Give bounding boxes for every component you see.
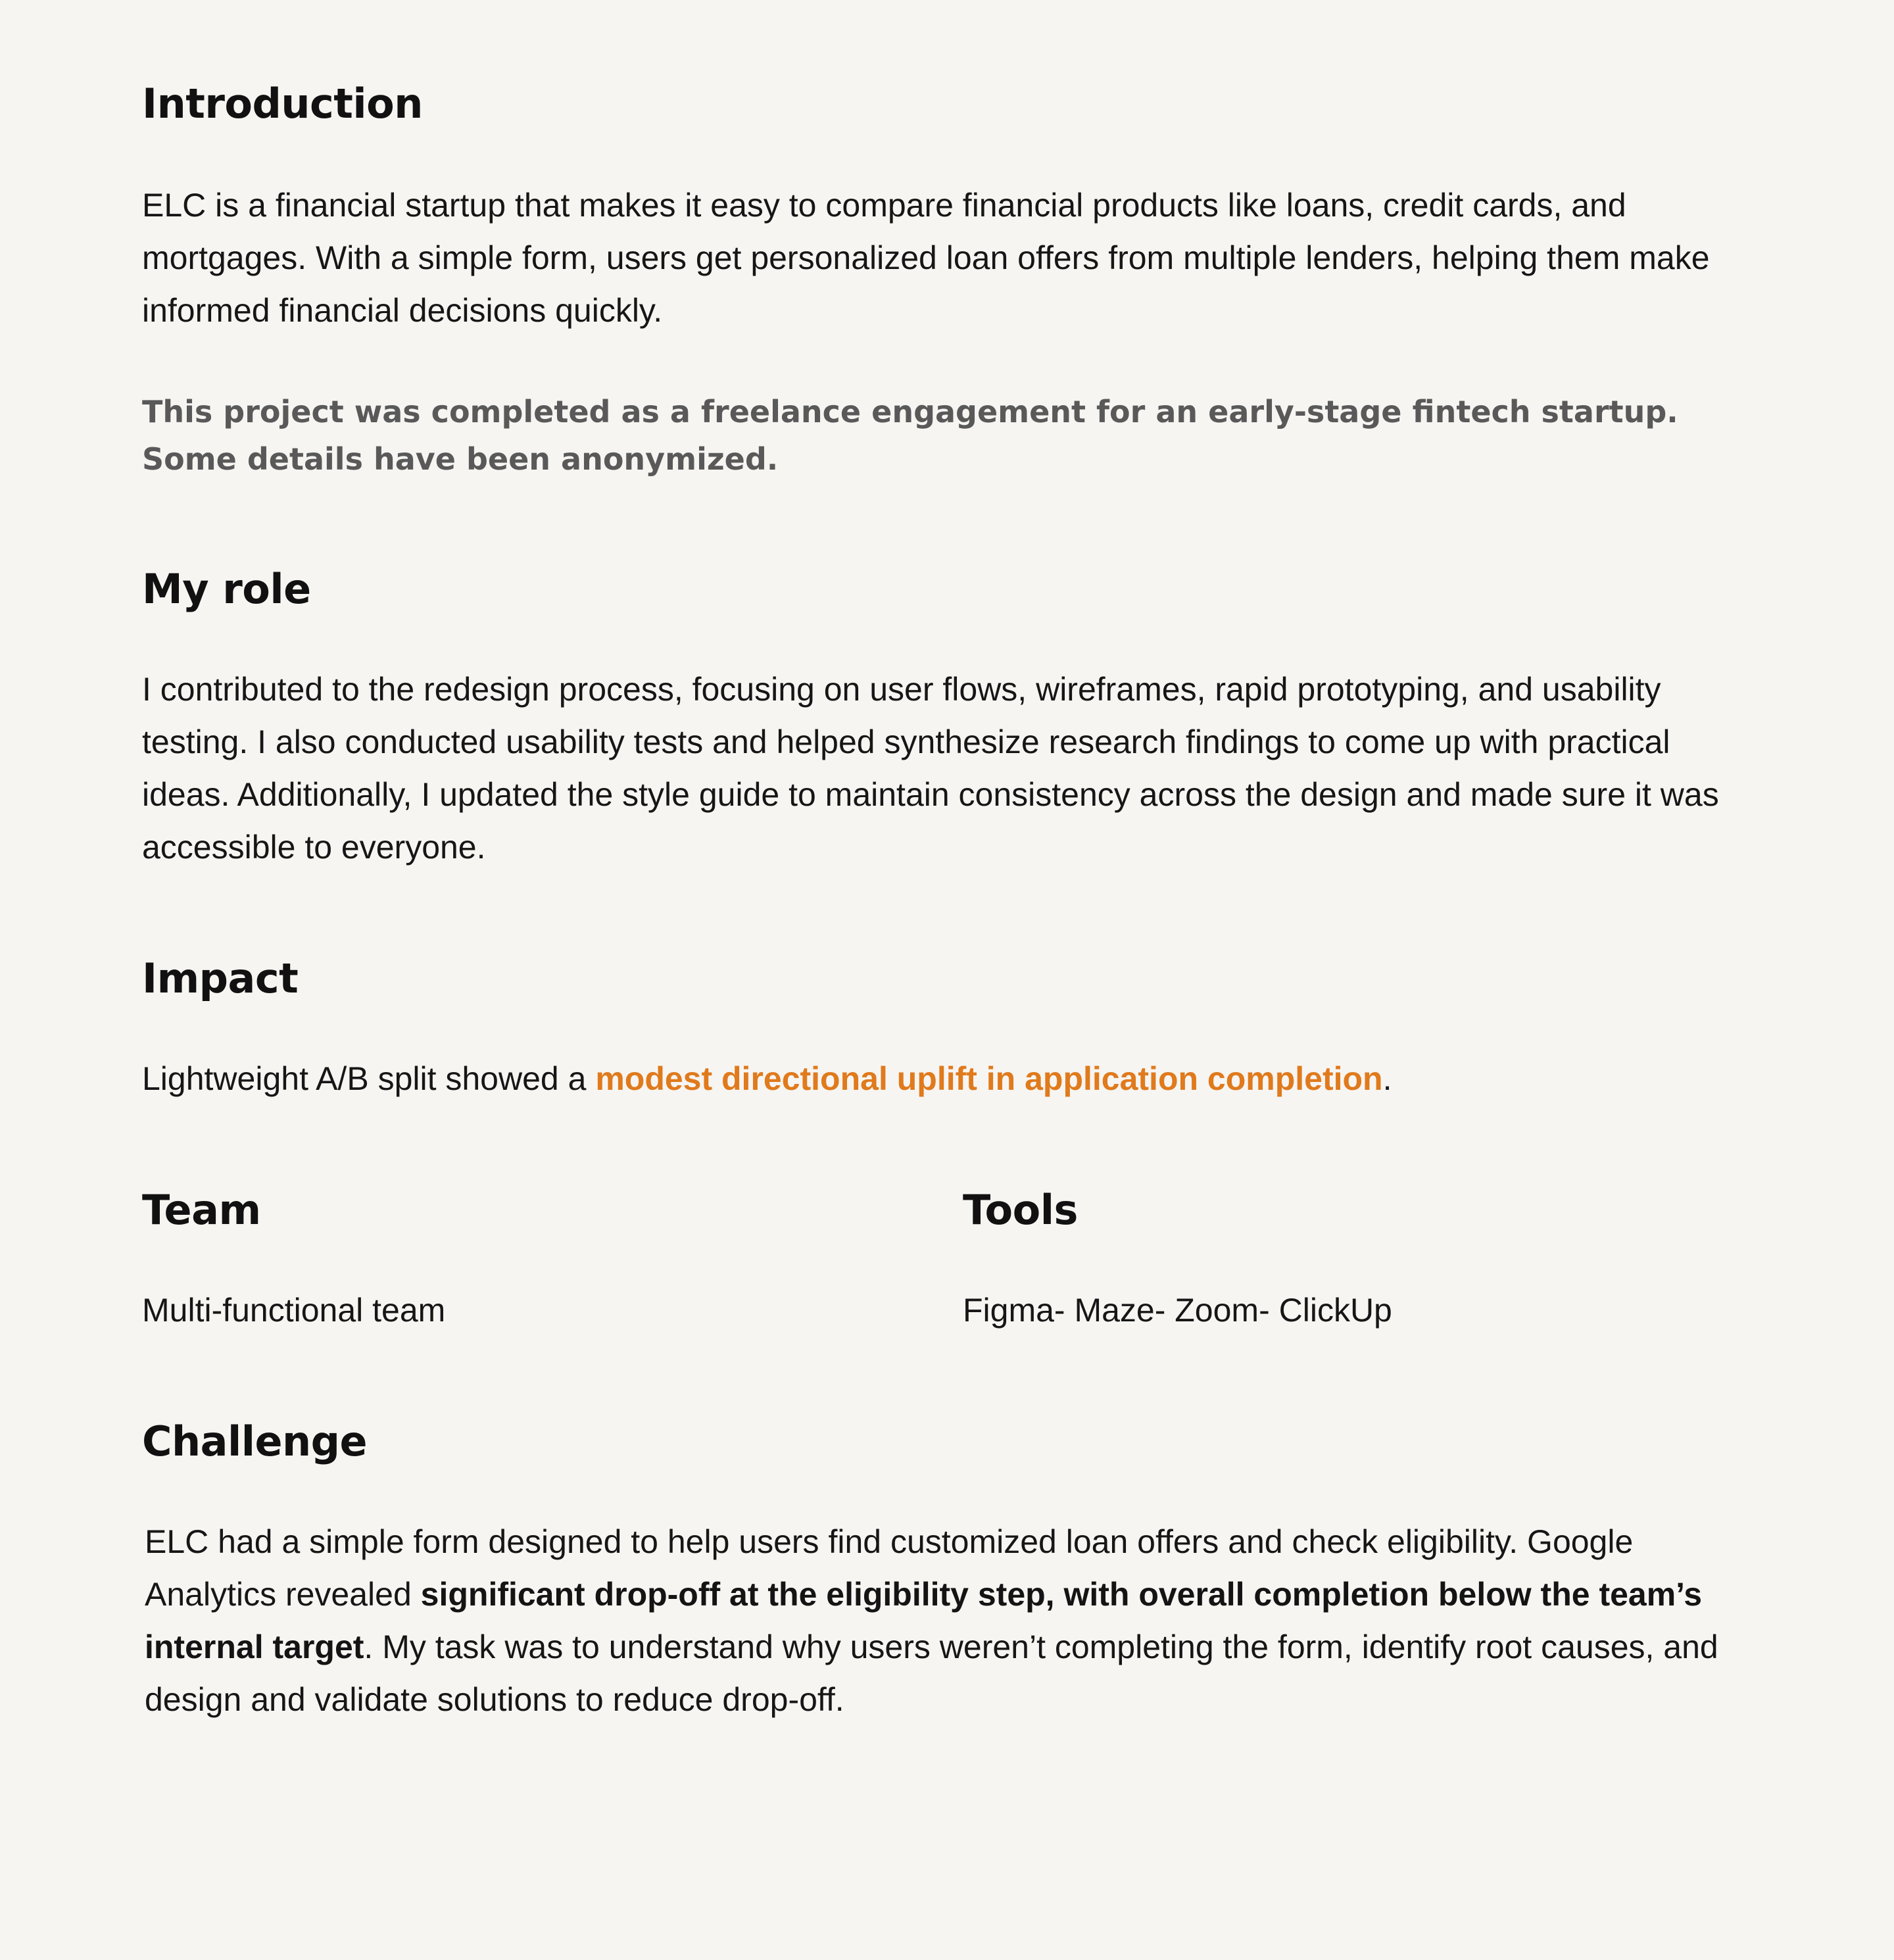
impact-body-prefix: Lightweight A/B split showed a xyxy=(142,1060,596,1097)
my-role-body: I contributed to the redesign process, focusing on user flows, wireframes, rapid prototyping, and usability testing. I also conducted usability tests and helped synthesize research findings to come up with practical ideas. Additionally, I updated the style guide to maintain consistency across the design and made sure it was accessible to everyone. xyxy=(142,671,1719,866)
my-role-section xyxy=(142,563,1760,616)
my-role-heading: My role xyxy=(142,565,311,613)
impact-heading: Impact xyxy=(142,954,299,1002)
my-role-body-wrap xyxy=(142,663,1760,873)
tools-body: Figma- Maze- Zoom- ClickUp xyxy=(963,1292,1392,1329)
tools-column xyxy=(963,1184,1752,1336)
team-column xyxy=(142,1184,931,1336)
freelance-note-wrap xyxy=(142,388,1760,483)
challenge-body xyxy=(145,1515,1762,1726)
challenge-body-suffix: . My task was to understand why users weren’t completing the form, identify root causes, and design and validate solutions to reduce drop-off. xyxy=(145,1629,1718,1718)
impact-highlight: modest directional uplift in application completion xyxy=(595,1060,1383,1097)
introduction-body: ELC is a financial startup that makes it easy to compare financial products like loans, credit cards, and mortgages. With a simple form, users get personalized loan offers from multiple lenders, helping them make informed financial decisions quickly. xyxy=(142,187,1710,329)
challenge-bold-finding: significant drop-off at the eligibility step, with overall completion below the team’s internal target xyxy=(145,1576,1703,1665)
challenge-heading: Challenge xyxy=(142,1417,368,1465)
tools-heading: Tools xyxy=(963,1186,1078,1234)
freelance-note: This project was completed as a freelance engagement for an early-stage fintech startup. Some details have been anonymized. xyxy=(142,394,1678,477)
impact-body-wrap xyxy=(142,1052,1760,1105)
introduction-body-wrap xyxy=(142,179,1760,337)
introduction-heading: Introduction xyxy=(142,80,423,128)
introduction-section xyxy=(142,78,1760,130)
challenge-body-prefix: ELC had a simple form designed to help users find customized loan offers and check eligibility. Google Analytics revealed xyxy=(145,1523,1634,1613)
team-body: Multi-functional team xyxy=(142,1292,446,1329)
impact-body-suffix: . xyxy=(1382,1060,1392,1097)
team-heading: Team xyxy=(142,1186,261,1234)
challenge-section xyxy=(142,1415,1760,1468)
impact-section xyxy=(142,952,1760,1005)
impact-body xyxy=(142,1052,1760,1105)
challenge-body-wrap xyxy=(145,1515,1762,1726)
